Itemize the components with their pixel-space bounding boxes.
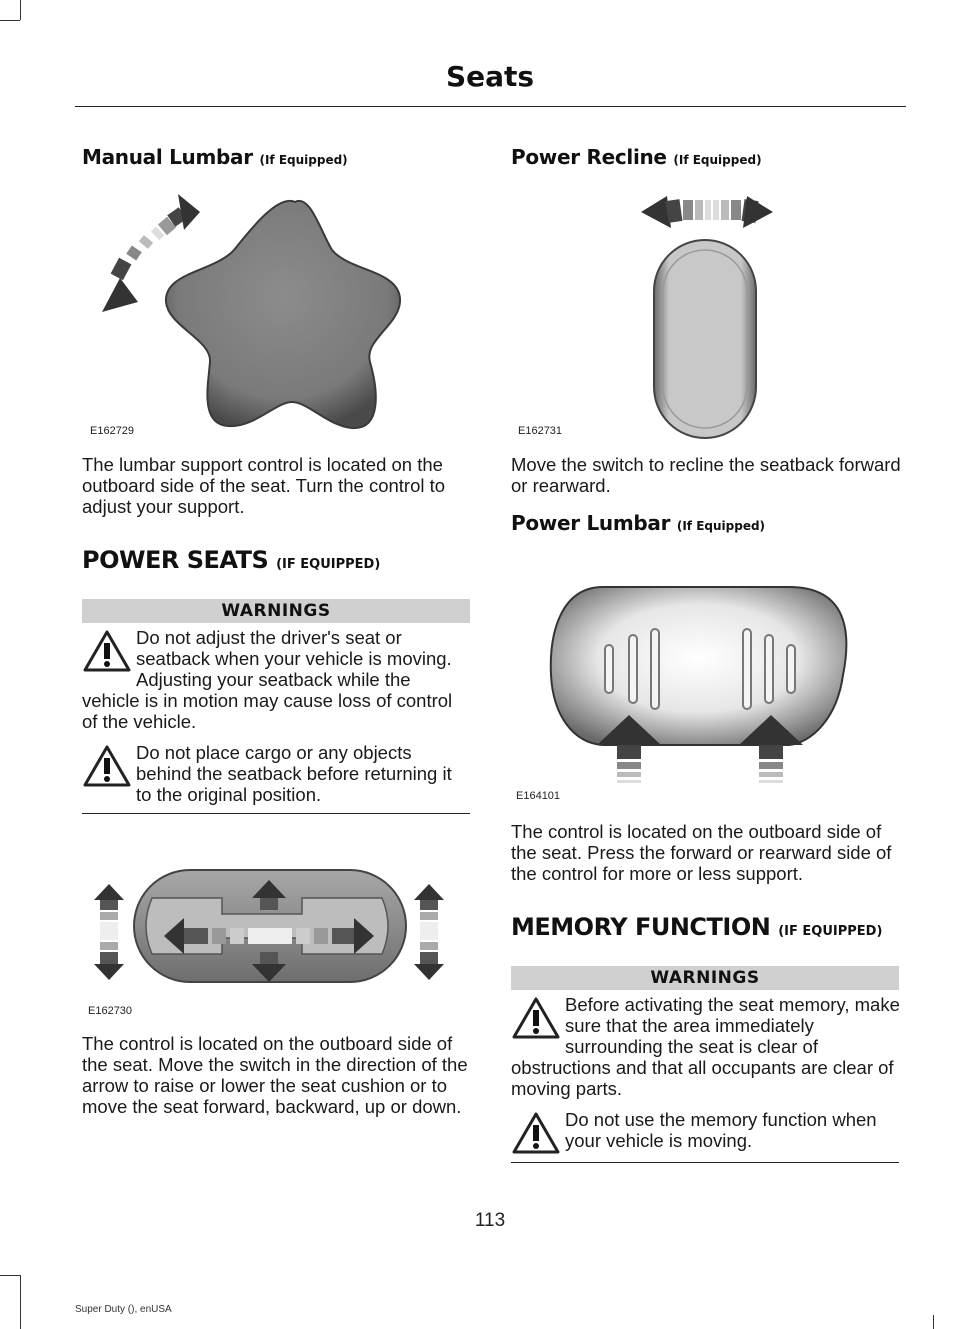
warning-triangle-icon (82, 629, 132, 673)
crop-mark (20, 0, 21, 20)
warning-text: Do not place cargo or any objects behind the seatback before returning it to the original position. (136, 742, 452, 805)
warning-item (82, 627, 472, 732)
power-recline-heading: Power Recline (If Equipped) (511, 145, 762, 169)
warning-item (511, 994, 901, 1099)
manual-lumbar-heading: Manual Lumbar (If Equipped) (82, 145, 348, 169)
warning-item (82, 742, 472, 805)
up-down-arrow-icon (94, 884, 124, 980)
crop-mark (0, 20, 20, 21)
warning-item (511, 1109, 901, 1155)
warning-triangle-icon (511, 996, 561, 1040)
recline-arrow-icon (641, 196, 773, 228)
title-divider (75, 106, 906, 107)
crop-mark (20, 1275, 21, 1329)
warning-text: Before activating the seat memory, make sure that the area immediately surrounding the seat is clear of obstructions and that all occupants are clear of moving parts. (511, 994, 900, 1099)
power-seat-switch-figure (82, 862, 472, 992)
warning-text: Do not use the memory function when your vehicle is moving. (565, 1109, 877, 1151)
memory-function-heading: MEMORY FUNCTION (IF EQUIPPED) (511, 913, 883, 941)
footer-text: Super Duty (), enUSA (75, 1304, 172, 1315)
lumbar-knob (166, 201, 400, 428)
power-lumbar-heading: Power Lumbar (If Equipped) (511, 511, 766, 535)
warnings-divider (511, 1162, 899, 1163)
warnings-header: WARNINGS (511, 966, 899, 990)
figure-id: E164101 (516, 790, 561, 802)
figure-id: E162729 (90, 425, 135, 437)
warning-text: Do not adjust the driver's seat or seatback when your vehicle is moving. Adjusting your seatback while the vehicle is in motion may cause loss of control of the vehicle. (82, 627, 453, 732)
manual-lumbar-text: The lumbar support control is located on the outboard side of the seat. Turn the control to adjust your support. (82, 454, 446, 517)
power-seats-text: The control is located on the outboard side of the seat. Move the switch in the direction of the arrow to raise or lower the seat cushion or to move the seat forward, backward, up or down. (82, 1033, 468, 1117)
power-recline-text: Move the switch to recline the seatback forward or rearward. (511, 454, 901, 496)
up-down-arrow-icon (414, 884, 444, 980)
power-lumbar-text: The control is located on the outboard side of the seat. Press the forward or rearward side of the control for more or less support. (511, 821, 892, 884)
manual-lumbar-knob-figure (82, 190, 472, 445)
power-lumbar-switch-figure (511, 575, 901, 790)
page-title: Seats (445, 60, 535, 93)
figure-id: E162731 (518, 425, 563, 437)
page-number: 113 (474, 1210, 506, 1231)
warning-triangle-icon (511, 1111, 561, 1155)
crop-mark (0, 1275, 20, 1276)
warning-triangle-icon (82, 744, 132, 788)
lumbar-switch (551, 587, 847, 745)
power-seats-heading: POWER SEATS (IF EQUIPPED) (82, 546, 381, 574)
power-recline-switch-figure (511, 190, 901, 445)
warnings-divider (82, 813, 470, 814)
figure-id: E162730 (88, 1005, 133, 1017)
crop-mark (933, 1315, 934, 1329)
warnings-header: WARNINGS (82, 599, 470, 623)
